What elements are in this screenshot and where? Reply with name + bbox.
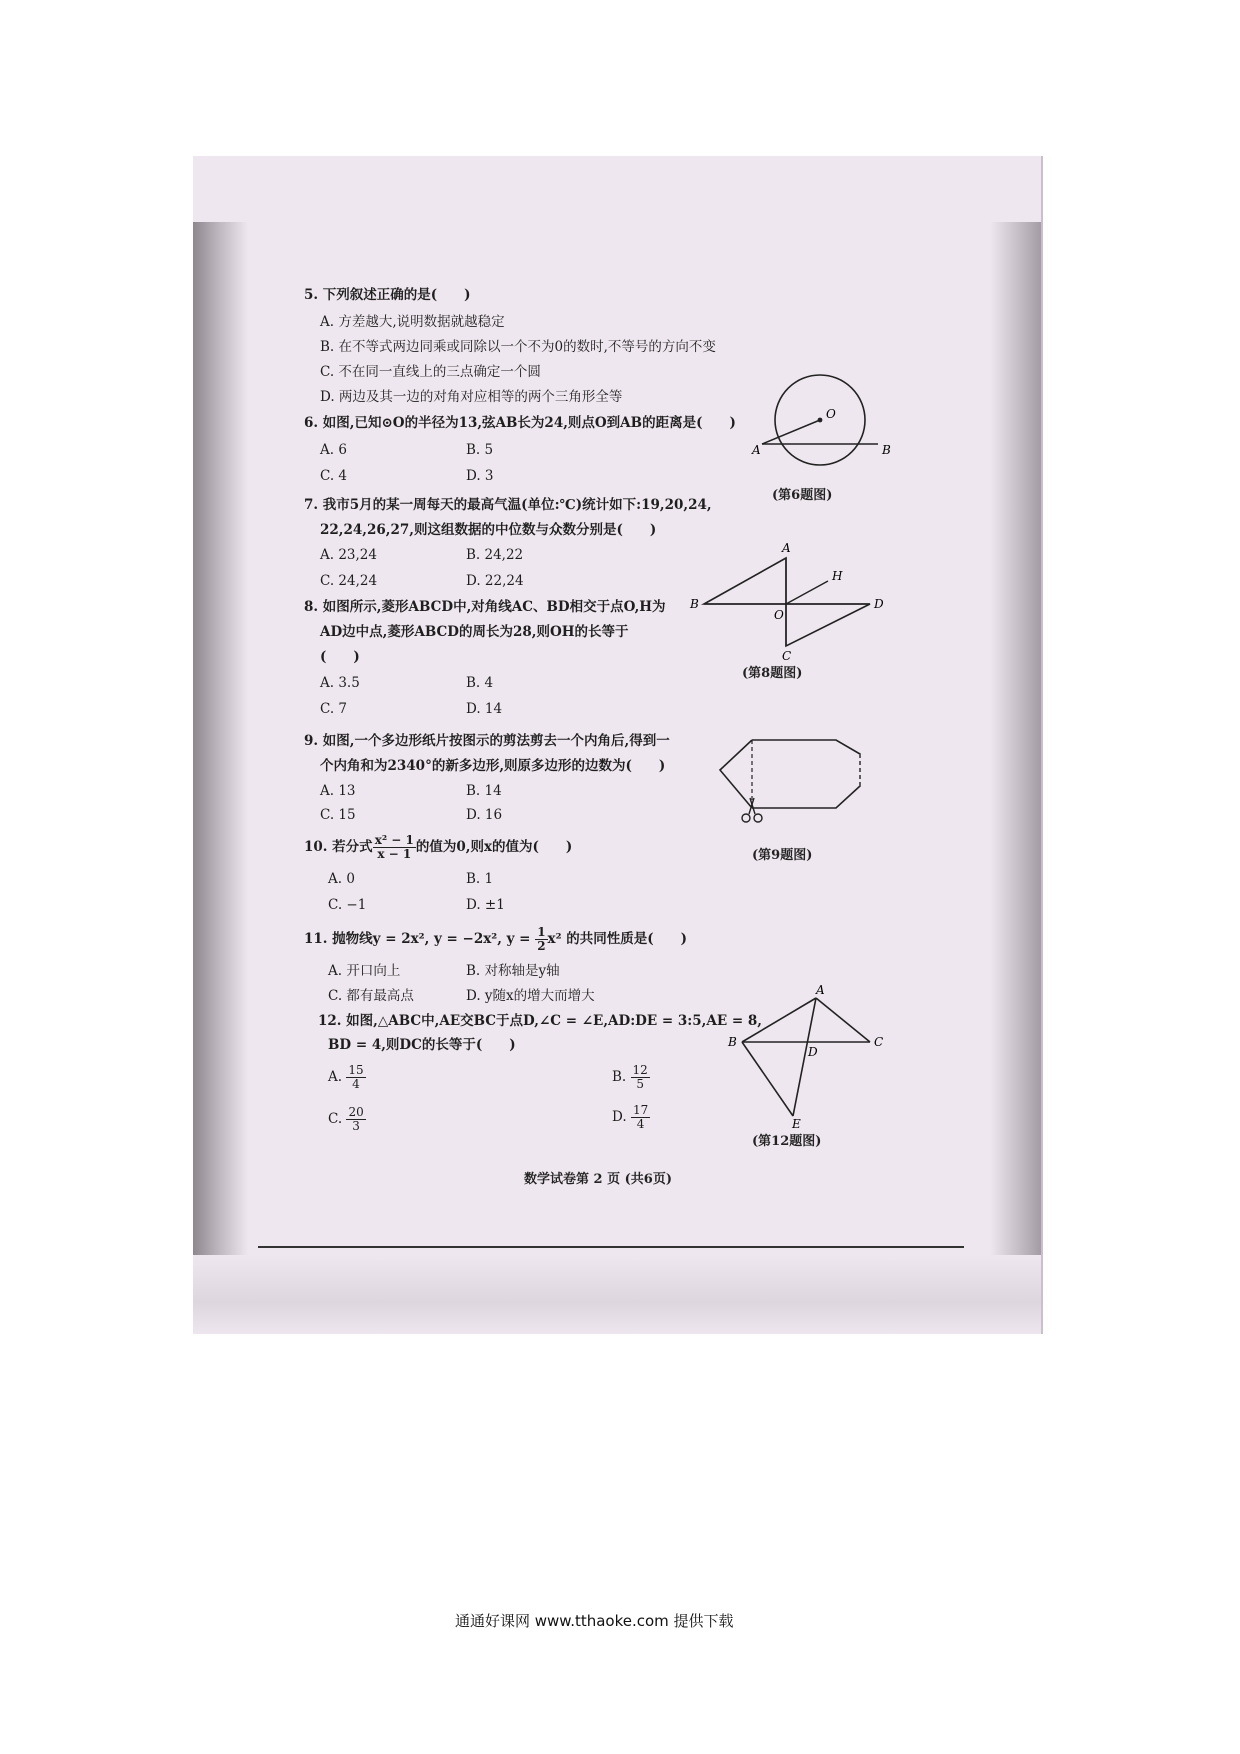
q10-option-b: B. 1 bbox=[466, 871, 494, 887]
download-credit: 通通好课网 www.tthaoke.com 提供下载 bbox=[455, 1612, 734, 1630]
q12-option-a bbox=[328, 1064, 366, 1091]
center-point-o bbox=[818, 418, 823, 423]
rhombus-abcd bbox=[704, 558, 870, 646]
q11-fraction bbox=[535, 926, 547, 953]
q10-frac-num: x² − 1 bbox=[374, 833, 414, 847]
q10-option-d: D. ±1 bbox=[466, 897, 505, 913]
q12-option-b-den: 5 bbox=[636, 1077, 644, 1091]
label-d: D bbox=[874, 597, 884, 611]
q12-option-c bbox=[328, 1106, 366, 1133]
q12-option-d-num: 17 bbox=[632, 1103, 649, 1117]
q8-stem-line3: ( ) bbox=[320, 649, 360, 665]
q8-caption: (第8题图) bbox=[742, 666, 803, 681]
q8-option-a: A. 3.5 bbox=[320, 675, 360, 691]
page-number-footer: 数学试卷第 2 页 (共6页) bbox=[524, 1172, 672, 1187]
label-b: B bbox=[882, 443, 891, 457]
q9-stem-line2: 个内角和为2340°的新多边形,则原多边形的边数为( ) bbox=[320, 758, 666, 774]
label-c: C bbox=[782, 649, 792, 662]
q11-option-a: A. 开口向上 bbox=[328, 963, 401, 979]
label-e: E bbox=[792, 1117, 801, 1131]
q10-stem bbox=[304, 834, 572, 861]
q10-option-a: A. 0 bbox=[328, 871, 355, 887]
q6-option-d: D. 3 bbox=[466, 468, 494, 484]
q11-stem bbox=[304, 926, 687, 953]
q11-option-d: D. y随x的增大而增大 bbox=[466, 988, 595, 1004]
label-o: O bbox=[774, 608, 784, 622]
q12-option-c-letter: C. bbox=[328, 1111, 343, 1127]
q9-polygon-figure bbox=[716, 728, 886, 828]
q7-stem-line2: 22,24,26,27,则这组数据的中位数与众数分别是( ) bbox=[320, 522, 657, 538]
q5-option-b: B. 在不等式两边同乘或同除以一个不为0的数时,不等号的方向不变 bbox=[320, 339, 716, 355]
q8-stem-line2: AD边中点,菱形ABCD的周长为28,则OH的长等于 bbox=[320, 624, 629, 640]
q7-option-d: D. 22,24 bbox=[466, 573, 524, 589]
label-h: H bbox=[832, 569, 843, 583]
q12-option-c-fraction bbox=[346, 1106, 365, 1133]
q10-fraction bbox=[373, 834, 416, 861]
label-c: C bbox=[874, 1035, 884, 1049]
q12-option-b bbox=[612, 1064, 650, 1091]
q12-option-c-den: 3 bbox=[352, 1119, 360, 1133]
q11-option-c: C. 都有最高点 bbox=[328, 988, 414, 1004]
q10-frac-den: x − 1 bbox=[377, 847, 412, 861]
q10-stem-prefix: 10. 若分式 bbox=[304, 839, 373, 855]
q10-option-c: C. −1 bbox=[328, 897, 367, 913]
q7-stem-line1: 7. 我市5月的某一周每天的最高气温(单位:℃)统计如下:19,20,24, bbox=[304, 497, 712, 513]
q11-frac-den: 2 bbox=[537, 939, 546, 953]
q8-option-b: B. 4 bbox=[466, 675, 494, 691]
q6-stem: 6. 如图,已知⊙O的半径为13,弦AB长为24,则点O到AB的距离是( ) bbox=[304, 415, 736, 431]
q9-option-c: C. 15 bbox=[320, 807, 356, 823]
q6-option-b: B. 5 bbox=[466, 442, 494, 458]
q7-option-c: C. 24,24 bbox=[320, 573, 378, 589]
q5-option-d: D. 两边及其一边的对角对应相等的两个三角形全等 bbox=[320, 389, 623, 405]
label-b: B bbox=[728, 1035, 737, 1049]
q9-stem-line1: 9. 如图,一个多边形纸片按图示的剪法剪去一个内角后,得到一 bbox=[304, 733, 670, 749]
q8-rhombus-figure bbox=[688, 542, 888, 662]
q11-stem-suffix: x² 的共同性质是( ) bbox=[547, 931, 687, 947]
label-d: D bbox=[808, 1045, 818, 1059]
q12-option-c-num: 20 bbox=[348, 1105, 364, 1119]
q12-option-d-fraction bbox=[631, 1104, 650, 1131]
q12-stem-line2: BD = 4,则DC的长等于( ) bbox=[328, 1037, 516, 1053]
radius-oa bbox=[762, 420, 820, 444]
q9-option-b: B. 14 bbox=[466, 783, 502, 799]
q6-circle-figure bbox=[748, 368, 898, 478]
polygon-cut-corner bbox=[720, 740, 752, 808]
q10-stem-suffix: 的值为0,则x的值为( ) bbox=[415, 839, 573, 855]
q5-option-a: A. 方差越大,说明数据就越稳定 bbox=[320, 314, 505, 330]
q12-triangle-figure bbox=[726, 982, 896, 1132]
polygon-kept-part bbox=[752, 740, 860, 808]
q12-option-d-den: 4 bbox=[636, 1117, 645, 1131]
q7-option-b: B. 24,22 bbox=[466, 547, 524, 563]
q7-option-a: A. 23,24 bbox=[320, 547, 377, 563]
q12-option-a-num: 15 bbox=[348, 1063, 364, 1077]
q11-option-b: B. 对称轴是y轴 bbox=[466, 963, 560, 979]
label-a: A bbox=[782, 542, 791, 555]
q12-option-a-fraction bbox=[346, 1064, 365, 1091]
segment-be bbox=[742, 1042, 793, 1116]
q6-caption: (第6题图) bbox=[772, 488, 833, 503]
q9-option-a: A. 13 bbox=[320, 783, 356, 799]
q12-option-b-num: 12 bbox=[632, 1063, 648, 1077]
label-a: A bbox=[752, 443, 761, 457]
q5-option-c: C. 不在同一直线上的三点确定一个圆 bbox=[320, 364, 541, 380]
q12-option-a-letter: A. bbox=[328, 1069, 343, 1085]
q12-option-d-letter: D. bbox=[612, 1109, 627, 1125]
q12-option-a-den: 4 bbox=[352, 1077, 360, 1091]
side-ac bbox=[816, 998, 870, 1042]
q8-stem-line1: 8. 如图所示,菱形ABCD中,对角线AC、BD相交于点O,H为 bbox=[304, 599, 666, 615]
q5-stem: 5. 下列叙述正确的是( ) bbox=[304, 287, 471, 303]
q6-option-a: A. 6 bbox=[320, 442, 347, 458]
q6-option-c: C. 4 bbox=[320, 468, 348, 484]
q9-option-d: D. 16 bbox=[466, 807, 503, 823]
segment-oh bbox=[786, 581, 828, 604]
q11-stem-prefix: 11. 抛物线y = 2x², y = −2x², y = bbox=[304, 931, 531, 947]
q12-option-b-letter: B. bbox=[612, 1069, 627, 1085]
q8-option-c: C. 7 bbox=[320, 701, 348, 717]
q12-option-b-fraction bbox=[631, 1064, 650, 1091]
label-a: A bbox=[816, 983, 825, 997]
q12-option-d bbox=[612, 1104, 650, 1131]
q9-caption: (第9题图) bbox=[752, 848, 813, 863]
label-o: O bbox=[826, 407, 836, 421]
q8-option-d: D. 14 bbox=[466, 701, 503, 717]
q12-stem-line1: 12. 如图,△ABC中,AE交BC于点D,∠C = ∠E,AD:DE = 3:5,AE = 8, bbox=[318, 1013, 762, 1029]
label-b: B bbox=[690, 597, 699, 611]
side-ab bbox=[742, 998, 816, 1042]
scissors-icon bbox=[742, 798, 762, 822]
q12-caption: (第12题图) bbox=[752, 1134, 822, 1149]
q11-frac-num: 1 bbox=[537, 925, 546, 939]
